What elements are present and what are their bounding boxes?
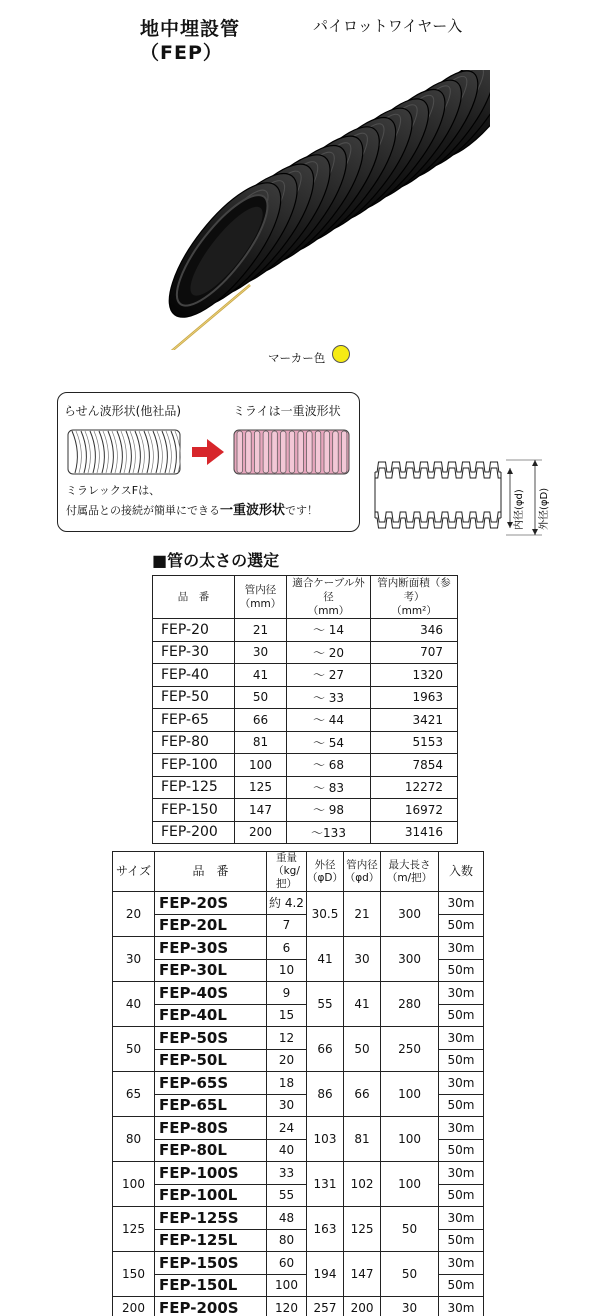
- inner-diameter-cell: 102: [344, 1162, 381, 1207]
- product-code: FEP-30: [153, 641, 235, 664]
- inner-diameter-cell: 200: [344, 1297, 381, 1316]
- cable-diameter: ～ 27: [287, 664, 371, 687]
- product-code: FEP-200S: [155, 1297, 267, 1316]
- quantity-cell: 50m: [439, 1094, 484, 1117]
- product-code: FEP-100S: [155, 1162, 267, 1185]
- table-row: [113, 1072, 484, 1095]
- max-length-cell: 250: [381, 1027, 439, 1072]
- cross-section-area: 16972: [371, 799, 458, 822]
- arrow-right-icon: [192, 439, 224, 465]
- quantity-cell: 30m: [439, 1072, 484, 1095]
- size-cell: 200: [113, 1297, 155, 1316]
- weight-cell: 40: [267, 1139, 307, 1162]
- outer-diameter-cell: 30.5: [307, 892, 344, 937]
- table-row: [153, 686, 458, 709]
- outer-diameter-label: 外径(φD): [539, 487, 550, 530]
- size-cell: 30: [113, 937, 155, 982]
- quantity-cell: 30m: [439, 892, 484, 915]
- cross-section-area: 31416: [371, 821, 458, 844]
- size-cell: 80: [113, 1117, 155, 1162]
- inner-diameter: 21: [235, 619, 287, 642]
- quantity-cell: 50m: [439, 959, 484, 982]
- cable-diameter: ～ 68: [287, 754, 371, 777]
- cable-diameter: ～133: [287, 821, 371, 844]
- selection-column-header: 適合ケーブル外径 （mm）: [287, 576, 371, 619]
- table-row: [113, 982, 484, 1005]
- product-code: FEP-40: [153, 664, 235, 687]
- product-code: FEP-40S: [155, 982, 267, 1005]
- product-code: FEP-50L: [155, 1049, 267, 1072]
- selection-column-header: 管内径 （mm）: [235, 576, 287, 619]
- product-code: FEP-50S: [155, 1027, 267, 1050]
- max-length-cell: 100: [381, 1117, 439, 1162]
- spec-column-header: 重量 （kg/把）: [267, 852, 307, 892]
- pipe-cross-section-diagram: [370, 450, 560, 540]
- product-code: FEP-100L: [155, 1184, 267, 1207]
- spec-column-header: 最大長さ （m/把）: [381, 852, 439, 892]
- quantity-cell: 30m: [439, 937, 484, 960]
- outer-diameter-cell: 66: [307, 1027, 344, 1072]
- spec-column-header: 外径 （φD）: [307, 852, 344, 892]
- size-cell: 40: [113, 982, 155, 1027]
- quantity-cell: 30m: [439, 1117, 484, 1140]
- product-code: FEP-80: [153, 731, 235, 754]
- wave-shape-comparison: [64, 425, 354, 480]
- callout-note-line1: ミラレックスFは、: [66, 484, 161, 497]
- inner-diameter: 81: [235, 731, 287, 754]
- table-row: [113, 1117, 484, 1140]
- callout-note-line2: 付属品との接続が簡単にできる一重波形状です！: [66, 503, 319, 518]
- product-code: FEP-20S: [155, 892, 267, 915]
- cable-diameter: ～ 44: [287, 709, 371, 732]
- table-row: [113, 892, 484, 915]
- cable-diameter: ～ 33: [287, 686, 371, 709]
- weight-cell: 6: [267, 937, 307, 960]
- cross-section-area: 707: [371, 641, 458, 664]
- outer-diameter-cell: 131: [307, 1162, 344, 1207]
- product-code: FEP-65: [153, 709, 235, 732]
- page-subtitle: （FEP）: [140, 42, 223, 64]
- table-row: [113, 1027, 484, 1050]
- inner-diameter: 66: [235, 709, 287, 732]
- product-code: FEP-20: [153, 619, 235, 642]
- weight-cell: 10: [267, 959, 307, 982]
- product-code: FEP-100: [153, 754, 235, 777]
- max-length-cell: 300: [381, 892, 439, 937]
- weight-cell: 18: [267, 1072, 307, 1095]
- weight-cell: 12: [267, 1027, 307, 1050]
- inner-diameter-cell: 81: [344, 1117, 381, 1162]
- weight-cell: 100: [267, 1274, 307, 1297]
- single-wave-emphasis: 一重波形状: [220, 503, 286, 518]
- product-code: FEP-65L: [155, 1094, 267, 1117]
- product-code: FEP-80L: [155, 1139, 267, 1162]
- table-row: [153, 821, 458, 844]
- weight-cell: 24: [267, 1117, 307, 1140]
- cross-section-area: 5153: [371, 731, 458, 754]
- max-length-cell: 280: [381, 982, 439, 1027]
- inner-diameter-label: 内径(φd): [514, 489, 525, 530]
- weight-cell: 80: [267, 1229, 307, 1252]
- spiral-pipe-icon: [68, 430, 180, 474]
- max-length-cell: 100: [381, 1162, 439, 1207]
- table-row: [153, 754, 458, 777]
- quantity-cell: 50m: [439, 1139, 484, 1162]
- weight-cell: 7: [267, 914, 307, 937]
- page-title: 地中埋設管: [140, 18, 241, 40]
- quantity-cell: 30m: [439, 1162, 484, 1185]
- inner-diameter: 100: [235, 754, 287, 777]
- inner-diameter: 50: [235, 686, 287, 709]
- product-code: FEP-200: [153, 821, 235, 844]
- selection-column-header: 品 番: [153, 576, 235, 619]
- spec-column-header: 管内径 （φd）: [344, 852, 381, 892]
- product-code: FEP-150L: [155, 1274, 267, 1297]
- outer-diameter-cell: 194: [307, 1252, 344, 1297]
- max-length-cell: 300: [381, 937, 439, 982]
- product-code: FEP-40L: [155, 1004, 267, 1027]
- cable-diameter: ～ 14: [287, 619, 371, 642]
- max-length-cell: 30: [381, 1297, 439, 1316]
- cable-diameter: ～ 83: [287, 776, 371, 799]
- weight-cell: 15: [267, 1004, 307, 1027]
- inner-diameter: 41: [235, 664, 287, 687]
- inner-diameter-cell: 66: [344, 1072, 381, 1117]
- outer-diameter-cell: 257: [307, 1297, 344, 1316]
- table-row: [153, 664, 458, 687]
- weight-cell: 20: [267, 1049, 307, 1072]
- table-row: [153, 799, 458, 822]
- quantity-cell: 50m: [439, 914, 484, 937]
- size-selection-table: [152, 575, 458, 844]
- product-code: FEP-125: [153, 776, 235, 799]
- size-cell: 20: [113, 892, 155, 937]
- cross-section-area: 346: [371, 619, 458, 642]
- cable-diameter: ～ 20: [287, 641, 371, 664]
- outer-diameter-cell: 41: [307, 937, 344, 982]
- marker-color-swatch: [332, 345, 350, 363]
- selection-heading: ■管の太さの選定: [152, 551, 280, 570]
- inner-diameter: 125: [235, 776, 287, 799]
- inner-diameter-cell: 30: [344, 937, 381, 982]
- weight-cell: 55: [267, 1184, 307, 1207]
- product-code: FEP-50: [153, 686, 235, 709]
- product-code: FEP-125S: [155, 1207, 267, 1230]
- weight-cell: 33: [267, 1162, 307, 1185]
- quantity-cell: 50m: [439, 1049, 484, 1072]
- inner-diameter: 200: [235, 821, 287, 844]
- table-row: [113, 937, 484, 960]
- table-row: [153, 731, 458, 754]
- table-row: [153, 641, 458, 664]
- weight-cell: 48: [267, 1207, 307, 1230]
- size-cell: 125: [113, 1207, 155, 1252]
- quantity-cell: 30m: [439, 1297, 484, 1316]
- quantity-cell: 30m: [439, 982, 484, 1005]
- pilot-wire-label: パイロットワイヤー入: [313, 17, 463, 35]
- quantity-cell: 50m: [439, 1229, 484, 1252]
- table-row: [113, 1162, 484, 1185]
- weight-cell: 120: [267, 1297, 307, 1316]
- inner-diameter-cell: 41: [344, 982, 381, 1027]
- inner-diameter-cell: 21: [344, 892, 381, 937]
- product-code: FEP-65S: [155, 1072, 267, 1095]
- quantity-cell: 50m: [439, 1184, 484, 1207]
- spec-column-header: 品 番: [155, 852, 267, 892]
- corrugated-pipe-image: [150, 70, 490, 350]
- inner-diameter-cell: 125: [344, 1207, 381, 1252]
- single-wave-label: ミライは一重波形状: [233, 404, 341, 418]
- table-row: [153, 776, 458, 799]
- outer-diameter-cell: 163: [307, 1207, 344, 1252]
- quantity-cell: 30m: [439, 1252, 484, 1275]
- inner-diameter: 147: [235, 799, 287, 822]
- product-code: FEP-125L: [155, 1229, 267, 1252]
- size-cell: 100: [113, 1162, 155, 1207]
- quantity-cell: 30m: [439, 1207, 484, 1230]
- size-cell: 150: [113, 1252, 155, 1297]
- cross-section-area: 12272: [371, 776, 458, 799]
- outer-diameter-cell: 103: [307, 1117, 344, 1162]
- inner-diameter-cell: 50: [344, 1027, 381, 1072]
- size-cell: 65: [113, 1072, 155, 1117]
- weight-cell: 約 4.2: [267, 892, 307, 915]
- table-row: [113, 1252, 484, 1275]
- weight-cell: 30: [267, 1094, 307, 1117]
- table-row: [113, 1207, 484, 1230]
- product-code: FEP-30S: [155, 937, 267, 960]
- max-length-cell: 100: [381, 1072, 439, 1117]
- spiral-wave-label: らせん波形状(他社品): [64, 404, 182, 418]
- quantity-cell: 50m: [439, 1004, 484, 1027]
- size-cell: 50: [113, 1027, 155, 1072]
- outer-diameter-cell: 55: [307, 982, 344, 1027]
- weight-cell: 9: [267, 982, 307, 1005]
- max-length-cell: 50: [381, 1207, 439, 1252]
- quantity-cell: 30m: [439, 1027, 484, 1050]
- cross-section-area: 7854: [371, 754, 458, 777]
- inner-diameter: 30: [235, 641, 287, 664]
- quantity-cell: 50m: [439, 1274, 484, 1297]
- spec-column-header: サイズ: [113, 852, 155, 892]
- outer-diameter-cell: 86: [307, 1072, 344, 1117]
- cross-section-area: 1963: [371, 686, 458, 709]
- product-code: FEP-150: [153, 799, 235, 822]
- table-row: [153, 619, 458, 642]
- cable-diameter: ～ 98: [287, 799, 371, 822]
- table-row: [153, 709, 458, 732]
- selection-column-header: 管内断面積（参考） （mm²）: [371, 576, 458, 619]
- cable-diameter: ～ 54: [287, 731, 371, 754]
- product-spec-table: [112, 851, 484, 1316]
- weight-cell: 60: [267, 1252, 307, 1275]
- product-code: FEP-80S: [155, 1117, 267, 1140]
- max-length-cell: 50: [381, 1252, 439, 1297]
- product-code: FEP-150S: [155, 1252, 267, 1275]
- marker-color-label: マーカー色: [268, 351, 326, 365]
- product-code: FEP-30L: [155, 959, 267, 982]
- inner-diameter-cell: 147: [344, 1252, 381, 1297]
- cross-section-area: 1320: [371, 664, 458, 687]
- single-wave-pipe-icon: [234, 430, 349, 474]
- spec-column-header: 入数: [439, 852, 484, 892]
- product-code: FEP-20L: [155, 914, 267, 937]
- table-row: [113, 1297, 484, 1316]
- cross-section-area: 3421: [371, 709, 458, 732]
